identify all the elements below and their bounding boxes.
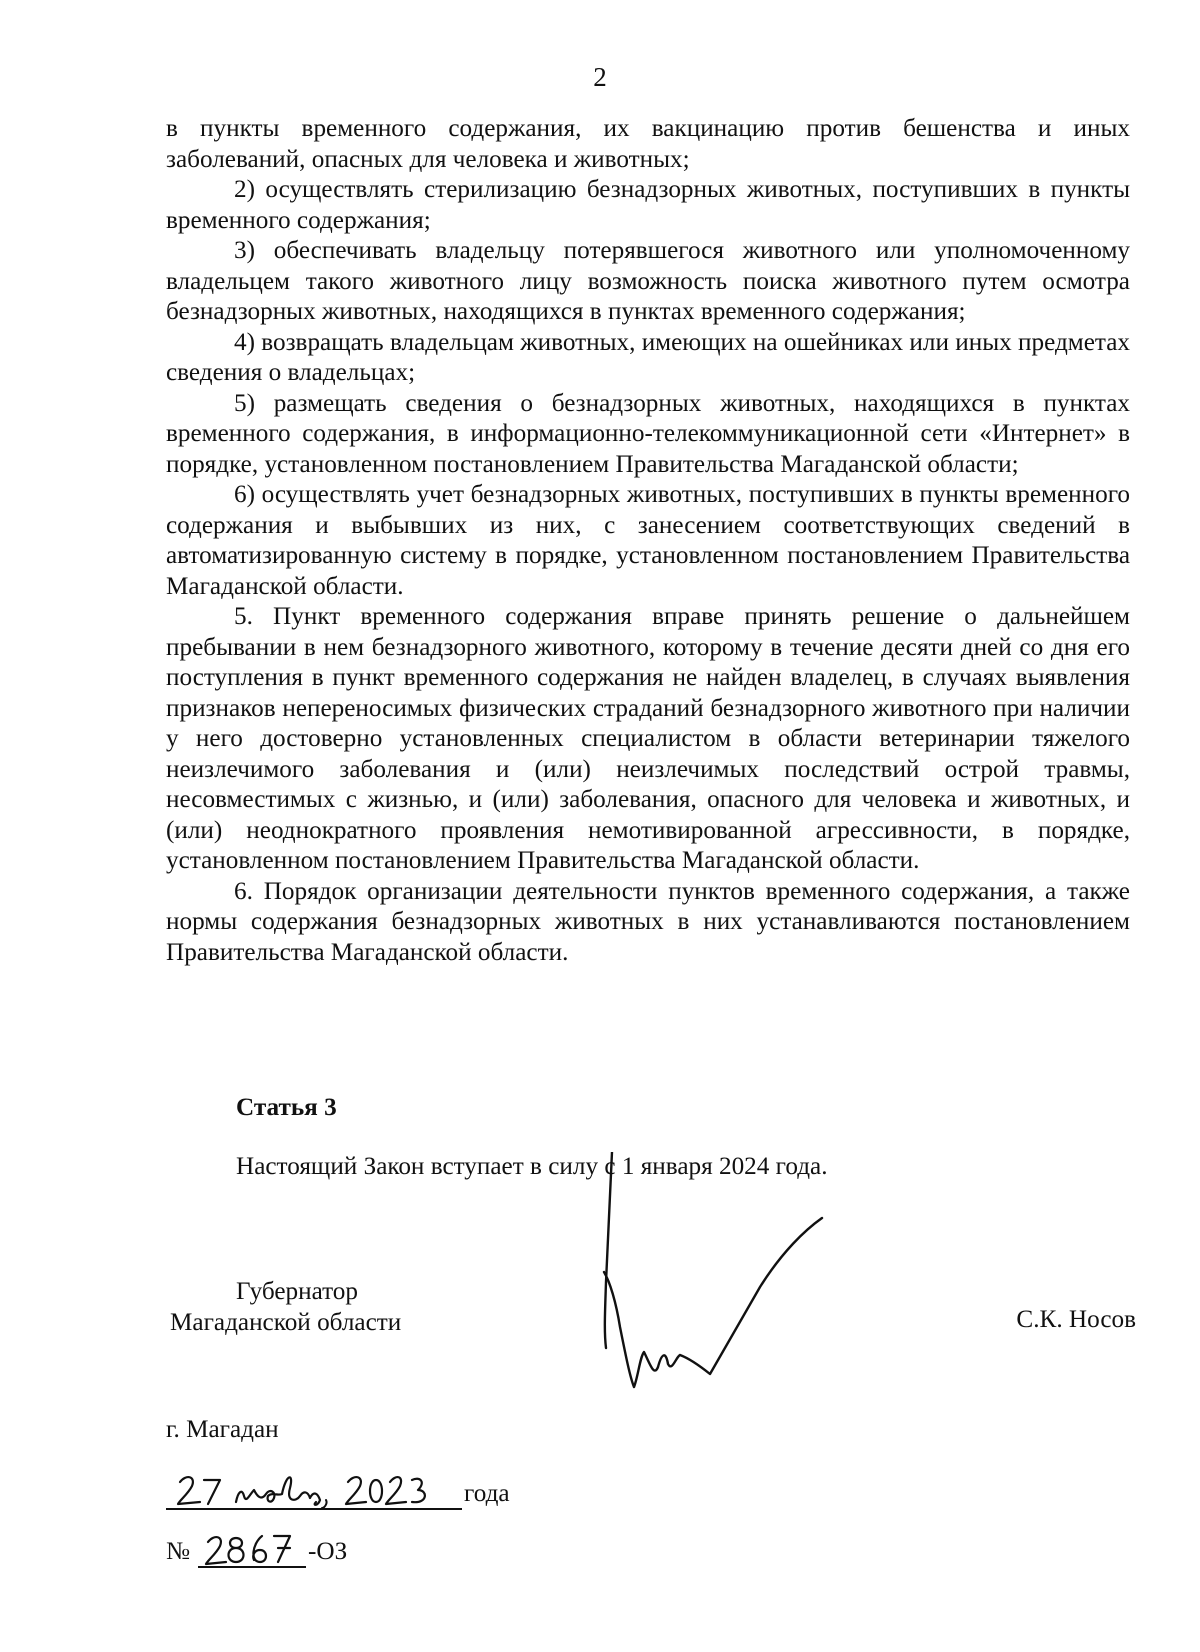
paragraph-clause-6: 6. Порядок организации деятельности пунктов временного содержания, а также нормы содержания безнадзорных животных в них устанавливаются постановлением Правительства Магаданской области. xyxy=(166,877,1130,966)
article-text: Настоящий Закон вступает в силу с 1 января 2024 года. xyxy=(236,1153,828,1180)
date-underline xyxy=(166,1508,462,1510)
governor-region: Магаданской области xyxy=(170,1309,402,1336)
paragraph-item-2: 2) осуществлять стерилизацию безнадзорных животных, поступивших в пункты временного содержания; xyxy=(166,176,1130,234)
number-suffix: -ОЗ xyxy=(308,1538,348,1565)
city-name: г. Магадан xyxy=(166,1416,279,1443)
document-body xyxy=(166,114,1130,968)
number-underline xyxy=(198,1566,306,1568)
paragraph-item-5: 5) размещать сведения о безнадзорных животных, находящихся в пунктах временного содержания, в информационно-телекоммуникационной сети «Интернет» в порядке, установленном постановлением Правительства Магаданской области; xyxy=(166,389,1130,478)
signature-drawing xyxy=(600,1152,880,1432)
paragraph-item-6: 6) осуществлять учет безнадзорных животных, поступивших в пункты временного содержания и выбывших из них, с занесением соответствующих сведений в автоматизированную систему в порядке, установленном постановлением Правительства Магаданской области. xyxy=(166,481,1130,600)
handwritten-number-drawing xyxy=(202,1530,298,1566)
article-heading: Статья 3 xyxy=(236,1094,337,1121)
handwritten-date-drawing xyxy=(172,1468,432,1508)
paragraph-item-4: 4) возвращать владельцам животных, имеющих на ошейниках или иных предметах сведения о владельцах; xyxy=(166,328,1130,386)
governor-title: Губернатор xyxy=(236,1278,358,1305)
paragraph-item-3: 3) обеспечивать владельцу потерявшегося животного или уполномоченному владельцем такого животного лицу возможность поиска животного путем осмотра безнадзорных животных, находящихся в пунктах временного содержания; xyxy=(166,237,1130,325)
governor-name: С.К. Носов xyxy=(1016,1306,1136,1333)
page-number: 2 xyxy=(593,62,607,92)
paragraph-clause-5: 5. Пункт временного содержания вправе принять решение о дальнейшем пребывании в нем безнадзорного животного, которому в течение десяти дней со дня его поступления в пункт временного содержания не найден владелец, в случаях выявления признаков непереносимых физических страданий безнадзорного животного при наличии у него достоверно установленных специалистом в области ветеринарии тяжелого неизлечимого заболевания и (или) неизлечимых последствий острой травмы, несовместимых с жизнью, и (или) заболевания, опасного для человека и животных, и (или) неоднократного проявления немотивированной агрессивности, в порядке, установленном постановлением Правительства Магаданской области. xyxy=(166,603,1130,874)
signing-date xyxy=(166,1468,536,1516)
law-number xyxy=(166,1530,386,1574)
date-suffix: года xyxy=(464,1480,510,1507)
number-sign: № xyxy=(166,1538,191,1565)
paragraph-continuation: в пункты временного содержания, их вакцинацию против бешенства и иных заболеваний, опасных для человека и животных; xyxy=(166,115,1130,173)
